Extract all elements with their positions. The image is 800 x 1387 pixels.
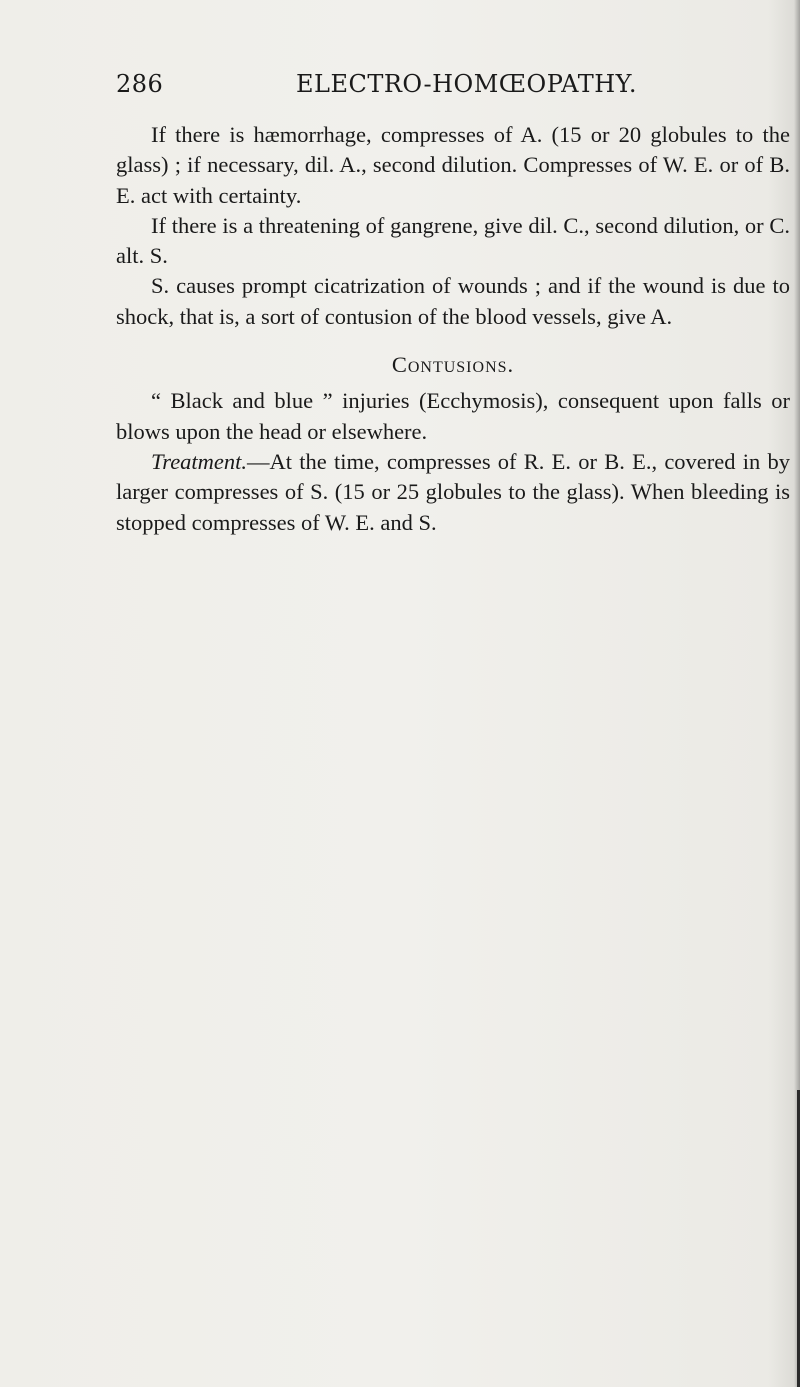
paragraph-treatment (116, 447, 790, 538)
paragraph-contusions-intro: “ Black and blue ” injuries (Ecchymosis), consequent upon falls or blows upon the head or elsewhere. (116, 388, 790, 444)
page-number: 286 (116, 70, 164, 98)
body-text (116, 120, 790, 538)
treatment-label: Treatment. (151, 448, 248, 474)
running-title: ELECTRO-HOMŒOPATHY. (296, 70, 638, 98)
section-heading-contusions: Contusions. (391, 352, 515, 378)
treatment-text: —At the time, compresses of R. E. or B. E., covered in by larger compresses of S. (15 or 25 globules to the glass). When bleeding is stopped compresses of W. E. and S. (116, 448, 790, 535)
paragraph-cicatrization: S. causes prompt cicatrization of wounds ; and if the wound is due to shock, that is, a sort of contusion of the blood vessels, give A. (116, 273, 790, 329)
paragraph-haemorrhage: If there is hæmorrhage, compresses of A. (15 or 20 globules to the glass) ; if necessary, dil. A., second dilution. Compresses of W. E. or of B. E. act with certainty. (116, 122, 790, 208)
running-head (116, 70, 790, 106)
paragraph-gangrene: If there is a threatening of gangrene, give dil. C., second dilution, or C. alt. S. (116, 212, 790, 269)
